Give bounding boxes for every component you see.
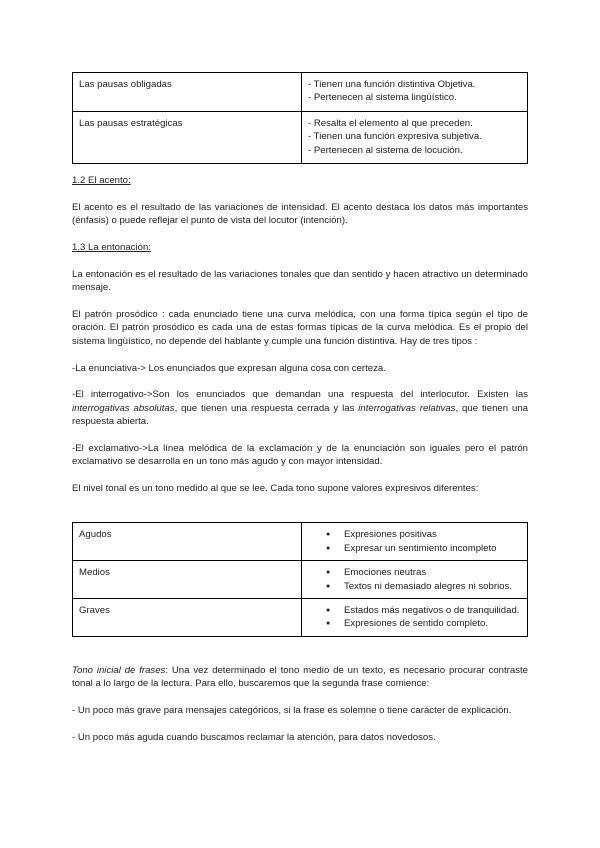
table-cell-list xyxy=(302,561,528,599)
emphasis-text: interrogativas relativas xyxy=(358,402,456,414)
table-row xyxy=(73,561,528,599)
list-item: ● Emociones neutras xyxy=(308,566,523,579)
description-line: - Tienen una función expresiva subjetiva. xyxy=(308,131,482,143)
description-line: - Tienen una función distintiva Objetiva. xyxy=(308,79,476,90)
table-row xyxy=(73,73,528,112)
list-item: ● Expresiones de sentido completo. xyxy=(308,617,523,630)
table-cell-label: Agudos xyxy=(73,523,302,561)
emphasis-text: interrogativas absolutas xyxy=(72,402,175,414)
paragraph-patron-prosodico: El patrón prosódico : cada enunciado tiene una curva melódica, con una forma típica según el tipo de oración. El patrón prosódico es cada una de estas formas típicas de la curva melódica. Es el propio del sistema lingüístico, no depende del hablante y cumple una función distintiva. Hay de tres tipos : xyxy=(72,309,528,347)
text-run: : Una vez determinado el tono medio de un texto, es necesario procurar contraste tonal a lo largo de la lectura. Para ello, buscaremos que la segunda frase comience: xyxy=(72,664,528,690)
paragraph-acento: El acento es el resultado de las variaciones de intensidad. El acento destaca los datos más importantes (énfasis) o puede reflejar el punto de vista del locutor (intención). xyxy=(72,201,528,227)
page-content xyxy=(72,72,528,758)
emphasis-text: Tono inicial de frases xyxy=(72,664,166,676)
paragraph-tono-grave: - Un poco más grave para mensajes categóricos, si la frase es solemne o tiene carácter de explicación. xyxy=(72,705,512,717)
paragraph-entonacion: La entonación es el resultado de las variaciones tonales que dan sentido y hacen atractivo un determinado mensaje. xyxy=(72,268,528,294)
text-run: , que tienen una respuesta abierta. xyxy=(72,402,528,428)
list-item: ● Textos ni demasiado alegres ni sobrios. xyxy=(308,580,523,593)
table-cell-description xyxy=(302,111,528,163)
paragraph-tono-aguda: - Un poco más aguda cuando buscamos reclamar la atención, para datos novedosos. xyxy=(72,731,436,743)
text-run: -El interrogativo->Son los enunciados que demandan una respuesta del interlocutor. Existen las xyxy=(72,389,528,401)
table-row xyxy=(73,523,528,561)
paragraph-exclamativo: -El exclamativo->La línea melódica de la exclamación y de la enunciación son iguales pero el patrón exclamativo se desarrolla en un tono más agudo y con mayor intensidad. xyxy=(72,443,528,468)
table-cell-label: Graves xyxy=(73,599,302,637)
description-line: - Pertenecen al sistema lingüístico. xyxy=(308,92,457,104)
table-cell-description xyxy=(302,73,528,112)
paragraph-nivel-tonal: El nivel tonal es un tono medido al que se lee. Cada tono supone valores expresivos diferentes: xyxy=(72,483,479,495)
section-heading-acento: 1.2 El acento: xyxy=(72,175,131,187)
table-cell-label: Las pausas estratégicas xyxy=(73,111,302,163)
list-item: ● Expresar un sentimiento incompleto xyxy=(308,542,523,555)
text-run: , que tienen una respuesta cerrada y las xyxy=(174,402,359,414)
table-row xyxy=(73,111,528,163)
table-row xyxy=(73,599,528,637)
table-cell-list xyxy=(302,599,528,637)
table-cell-label: Las pausas obligadas xyxy=(73,73,302,112)
nivel-tonal-table xyxy=(72,522,528,636)
list-item: ● Expresiones positivas xyxy=(308,528,523,541)
description-line: - Resalta el elemento al que preceden. xyxy=(308,117,473,129)
section-heading-entonacion: 1.3 La entonación: xyxy=(72,242,151,254)
list-item: ● Estados más negativos o de tranquilidad. xyxy=(308,604,523,617)
pausas-table xyxy=(72,72,528,164)
paragraph-interrogativo xyxy=(72,388,528,428)
table-cell-list xyxy=(302,523,528,561)
description-line: - Pertenecen al sistema de locución. xyxy=(308,144,463,156)
paragraph-enunciativa: -La enunciativa-> Los enunciados que expresan alguna cosa con certeza. xyxy=(72,362,386,374)
paragraph-tono-inicial xyxy=(72,664,528,691)
table-cell-label: Medios xyxy=(73,561,302,599)
